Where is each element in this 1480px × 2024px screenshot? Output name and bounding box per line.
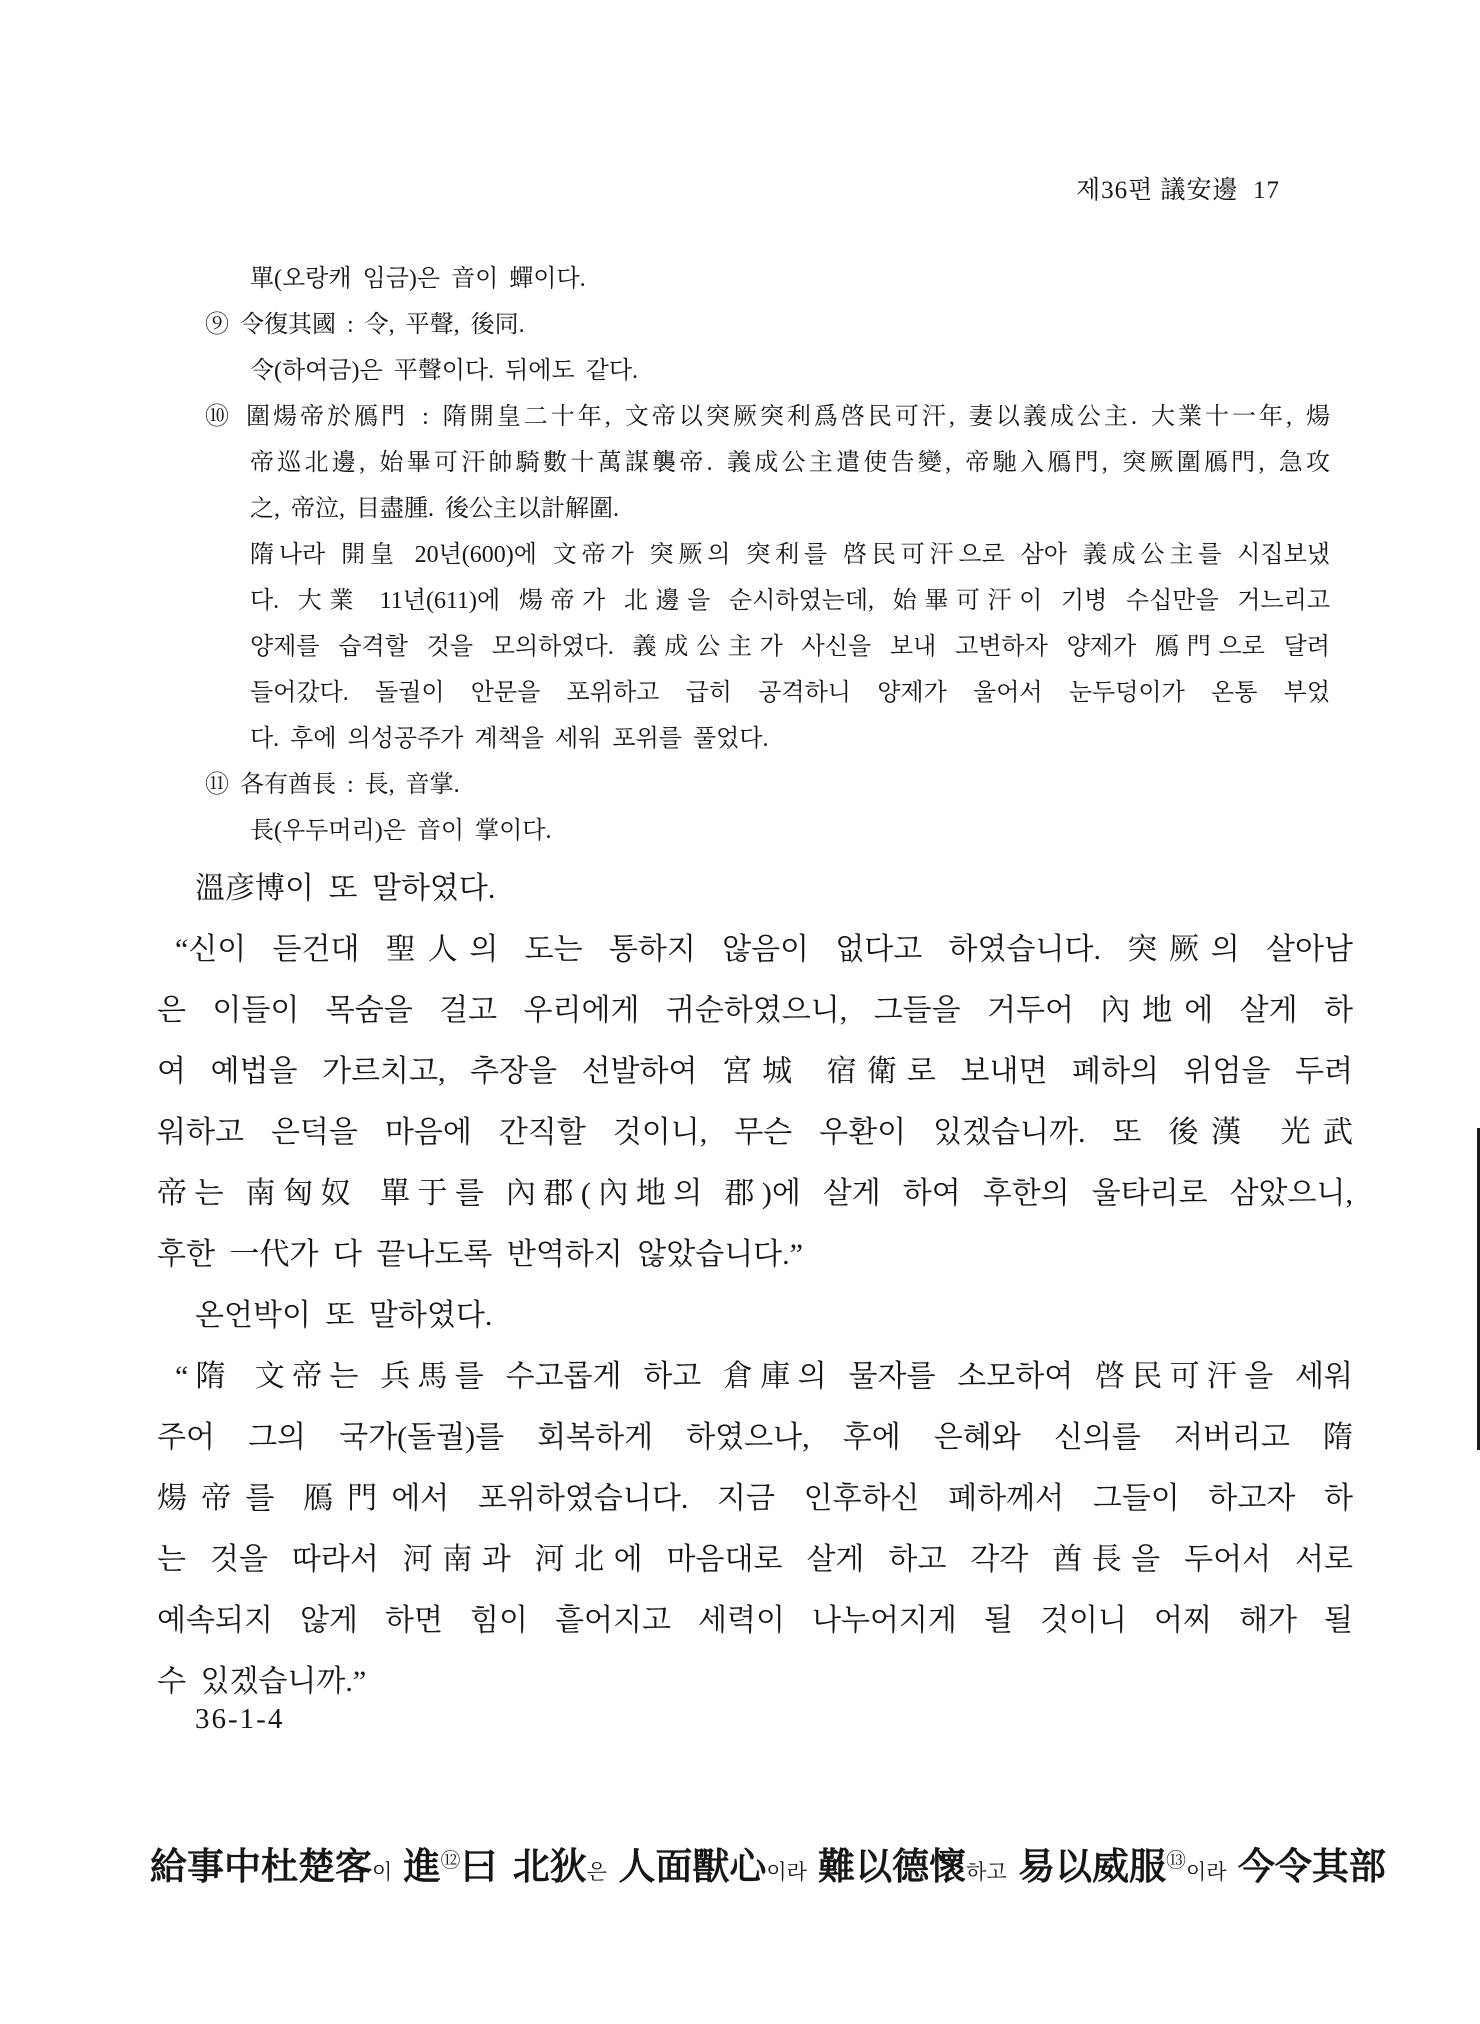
annotation-ref-number: ⑫ [440, 1850, 461, 1872]
text-line: 워하고 은덕을 마음에 간직할 것이니, 무슨 우환이 있겠습니까. 또 後漢 光武 [157, 1116, 1353, 1149]
text-line: “隋 文帝는 兵馬를 수고롭게 하고 倉庫의 물자를 소모하여 啓民可汗을 세워 [175, 1360, 1353, 1393]
text-segment: 易以威服 [1018, 1847, 1166, 1888]
text-segment: 給事中杜楚客 [150, 1847, 372, 1888]
text-line: 다. 大業 11년(611)에 煬帝가 北邊을 순시하였는데, 始畢可汗이 기병 수십만을 거느리고 [250, 588, 1330, 614]
text-segment: 이라 [766, 1860, 819, 1884]
text-segment: 하고 [966, 1860, 1018, 1884]
text-line: 隋나라 開皇 20년(600)에 文帝가 突厥의 突利를 啓民可汗으로 삼아 義成公主를 시집보냈 [250, 542, 1330, 568]
translation-text-block [157, 858, 1353, 1712]
text-line: 單(오랑캐 임금)은 音이 蟬이다. [250, 266, 586, 292]
text-line: 들어갔다. 돌궐이 안문을 포위하고 급히 공격하니 양제가 울어서 눈두덩이가 온통 부었 [250, 680, 1330, 706]
source-text-line [150, 1836, 1386, 1890]
text-line: 之, 帝泣, 目盡腫. 後公主以計解圍. [250, 496, 619, 522]
text-line: ⑩ 圍煬帝於鴈門 : 隋開皇二十年, 文帝以突厥突利爲啓民可汗, 妻以義成公主. 大業十一年, 煬 [205, 404, 1330, 430]
text-segment: 人面獸心 [618, 1847, 767, 1888]
text-line: “신이 듣건대 聖人의 도는 통하지 않음이 없다고 하였습니다. 突厥의 살아남 [175, 933, 1353, 966]
text-line: 帝巡北邊, 始畢可汗帥騎數十萬謀襲帝. 義成公主遣使告變, 帝馳入鴈門, 突厥圍鴈門, 急攻 [250, 450, 1330, 476]
text-line: 令(하여금)은 平聲이다. 뒤에도 같다. [250, 358, 639, 384]
text-segment: 難以德懷 [818, 1847, 967, 1888]
text-line: ⑪ 各有酋長 : 長, 音掌. [205, 772, 460, 798]
text-segment: 이라 [1186, 1860, 1238, 1884]
text-segment: 進 [403, 1847, 441, 1888]
text-line: 주어 그의 국가(돌궐)를 회복하게 하였으나, 후에 은혜와 신의를 저버리고 隋 [157, 1421, 1353, 1454]
text-segment: 은 [586, 1860, 619, 1884]
text-line: 溫彦博이 또 말하였다. [195, 872, 496, 905]
annotation-notes-block [0, 256, 1330, 854]
text-line: ⑨ 令復其國 : 令, 平聲, 後同. [205, 312, 525, 338]
section-number: 36-1-4 [195, 1703, 285, 1735]
text-line: 은 이들이 목숨을 걸고 우리에게 귀순하였으니, 그들을 거두어 內地에 살게 하 [157, 994, 1353, 1027]
text-line: 수 있겠습니까.” [157, 1665, 367, 1698]
page-header: 제36편 議安邊 17 [1075, 177, 1280, 204]
text-line: 후한 一代가 다 끝나도록 반역하지 않았습니다.” [157, 1238, 803, 1271]
text-line: 長(우두머리)은 音이 掌이다. [250, 818, 552, 844]
text-line: 예속되지 않게 하면 힘이 흩어지고 세력이 나누어지게 될 것이니 어찌 해가 될 [157, 1604, 1353, 1637]
text-line: 는 것을 따라서 河南과 河北에 마음대로 살게 하고 각각 酋長을 두어서 서로 [157, 1543, 1353, 1576]
text-line: 煬帝를 鴈門에서 포위하였습니다. 지금 인후하신 폐하께서 그들이 하고자 하 [157, 1482, 1353, 1515]
annotation-ref-number: ⑬ [1166, 1850, 1186, 1872]
text-line: 양제를 습격할 것을 모의하였다. 義成公主가 사신을 보내 고변하자 양제가 鴈門으로 달려 [250, 634, 1330, 660]
text-segment: 曰 北狄 [460, 1847, 587, 1888]
text-segment: 今令其部 [1237, 1847, 1386, 1888]
text-segment: 이 [372, 1860, 404, 1884]
text-line: 帝는 南匈奴 單于를 內郡(內地의 郡)에 살게 하여 후한의 울타리로 삼았으니, [157, 1177, 1353, 1210]
text-line: 다. 후에 의성공주가 계책을 세워 포위를 풀었다. [250, 726, 769, 752]
text-line: 온언박이 또 말하였다. [195, 1299, 493, 1332]
text-line: 여 예법을 가르치고, 추장을 선발하여 宮城 宿衛로 보내면 폐하의 위엄을 두려 [157, 1055, 1353, 1088]
